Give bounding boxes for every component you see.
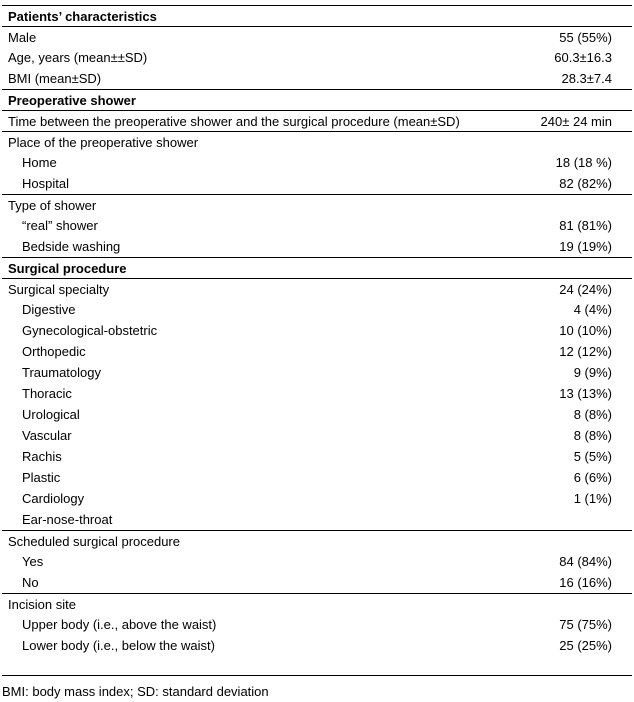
row-value: 9 (9%): [573, 365, 612, 380]
row-cardiology: [2, 488, 632, 509]
row-type-of-shower: [2, 194, 632, 215]
table-footnote: [2, 675, 632, 699]
row-label: Plastic: [22, 470, 61, 485]
row-label: Place of the preoperative shower: [8, 134, 199, 150]
row-traumatology: [2, 362, 632, 383]
row-value: 84 (84%): [559, 554, 612, 569]
row-value: 10 (10%): [559, 323, 612, 338]
row-value: 55 (55%): [559, 29, 612, 45]
row-upper-body: [2, 614, 632, 635]
row-incision-site: [2, 593, 632, 614]
section-patients-characteristics: [2, 5, 632, 26]
row-real-shower: [2, 215, 632, 236]
row-label: Cardiology: [22, 491, 85, 506]
row-label: Ear-nose-throat: [22, 512, 113, 527]
row-label: Lower body (i.e., below the waist): [22, 638, 215, 653]
row-value: 13 (13%): [559, 386, 612, 401]
row-surgical-specialty: [2, 278, 632, 299]
row-thoracic: [2, 383, 632, 404]
row-label: Time between the preoperative shower and the surgical procedure (mean±SD): [8, 113, 460, 129]
row-urological: [2, 404, 632, 425]
row-label: Surgical specialty: [8, 281, 110, 297]
row-label: Male: [8, 29, 37, 45]
row-value: 5 (5%): [573, 449, 612, 464]
row-gynecological-obstetric: [2, 320, 632, 341]
row-value: 24 (24%): [559, 281, 612, 297]
row-value: 25 (25%): [559, 638, 612, 653]
row-value: 8 (8%): [573, 428, 612, 443]
row-value: 75 (75%): [559, 617, 612, 632]
row-label: Vascular: [22, 428, 72, 443]
row-male: [2, 26, 632, 47]
row-label: Yes: [22, 554, 44, 569]
row-label: Type of shower: [8, 197, 97, 213]
row-label: Gynecological-obstetric: [22, 323, 158, 338]
row-label: Orthopedic: [22, 344, 86, 359]
row-value: 28.3±7.4: [561, 71, 612, 86]
row-label: Upper body (i.e., above the waist): [22, 617, 217, 632]
row-label: No: [22, 575, 39, 590]
row-bedside-washing: [2, 236, 632, 257]
row-value: 8 (8%): [573, 407, 612, 422]
row-no: [2, 572, 632, 593]
row-value: 6 (6%): [573, 470, 612, 485]
row-value: 240± 24 min: [540, 113, 612, 129]
row-label: Home: [22, 155, 57, 170]
row-label: Rachis: [22, 449, 62, 464]
row-value: 82 (82%): [559, 176, 612, 191]
characteristics-table: [2, 5, 632, 656]
row-label: Surgical procedure: [8, 260, 127, 276]
section-preoperative-shower: [2, 89, 632, 110]
row-rachis: [2, 446, 632, 467]
row-label: Hospital: [22, 176, 69, 191]
row-age: [2, 47, 632, 68]
section-surgical-procedure: [2, 257, 632, 278]
row-scheduled-surgical-procedure: [2, 530, 632, 551]
row-value: 12 (12%): [559, 344, 612, 359]
row-label: Preoperative shower: [8, 92, 136, 108]
row-orthopedic: [2, 341, 632, 362]
row-hospital: [2, 173, 632, 194]
row-value: 4 (4%): [573, 302, 612, 317]
row-label: BMI (mean±SD): [8, 71, 102, 86]
row-value: 18 (18 %): [555, 155, 612, 170]
row-label: Scheduled surgical procedure: [8, 533, 180, 549]
row-digestive: [2, 299, 632, 320]
row-yes: [2, 551, 632, 572]
row-value: 60.3±16.3: [554, 50, 612, 65]
row-plastic: [2, 467, 632, 488]
row-label: Incision site: [8, 596, 76, 612]
row-label: Bedside washing: [22, 239, 121, 254]
row-place-of-shower: [2, 131, 632, 152]
row-lower-body: [2, 635, 632, 656]
row-bmi: [2, 68, 632, 89]
footnote-text: BMI: body mass index; SD: standard deviation: [2, 684, 269, 699]
row-label: Patients’ characteristics: [8, 8, 157, 24]
row-label: Age, years (mean±±SD): [8, 50, 148, 65]
row-label: Digestive: [22, 302, 76, 317]
row-label: Urological: [22, 407, 80, 422]
row-label: Thoracic: [22, 386, 72, 401]
row-vascular: [2, 425, 632, 446]
row-value: 81 (81%): [559, 218, 612, 233]
row-time-between-shower-and-procedure: [2, 110, 632, 131]
row-ear-nose-throat: [2, 509, 632, 530]
row-label: Traumatology: [22, 365, 101, 380]
row-value: 1 (1%): [573, 491, 612, 506]
row-value: 16 (16%): [559, 575, 612, 590]
row-value: 19 (19%): [559, 239, 612, 254]
row-label: “real” shower: [22, 218, 98, 233]
row-home: [2, 152, 632, 173]
